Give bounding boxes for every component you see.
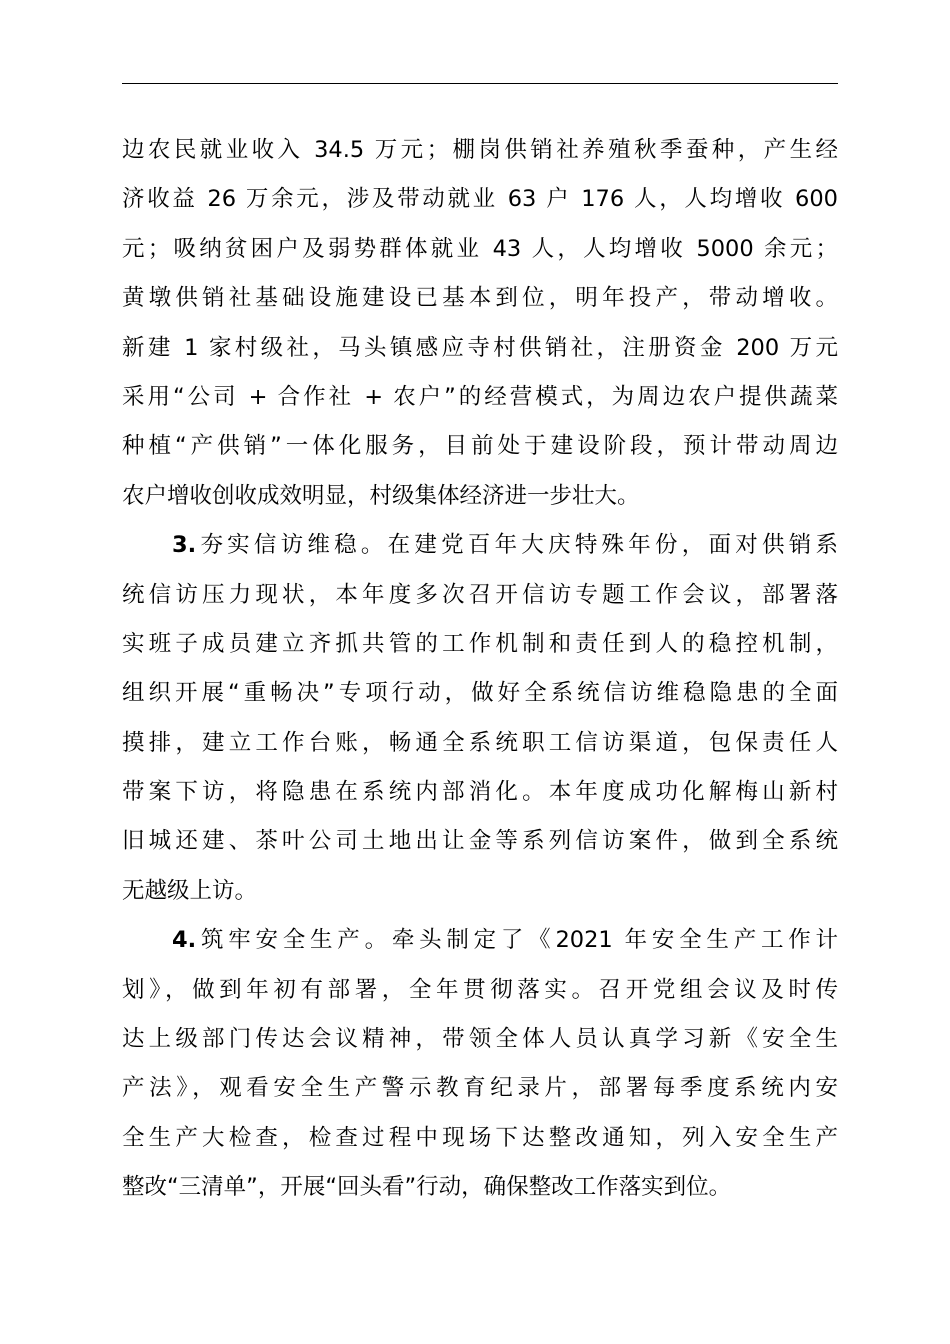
text-line: 带案下访，将隐患在系统内部消化。本年度成功化解梅山新村 [122,779,838,806]
text-line: 黄墩供销社基础设施建设已基本到位，明年投产，带动增收。 [122,285,838,312]
text-line: 划》，做到年初有部署，全年贯彻落实。召开党组会议及时传 [122,976,838,1003]
text-line: 实班子成员建立齐抓共管的工作机制和责任到人的稳控机制， [122,630,838,657]
section-3-number: 3. [172,532,197,559]
header-rule [122,83,838,84]
text-line: 产法》，观看安全生产警示教育纪录片，部署每季度系统内安 [122,1075,838,1102]
section-4-heading-line [122,916,838,965]
text-line: 新建 1 家村级社，马头镇感应寺村供销社，注册资金 200 万元 [122,334,838,361]
text-line: 摸排，建立工作台账，畅通全系统职工信访渠道，包保责任人 [122,729,838,756]
text-line: 统信访压力现状，本年度多次召开信访专题工作会议，部署落 [122,581,838,608]
text-line: 组织开展“重畅决”专项行动，做好全系统信访维稳隐患的全面 [122,680,838,707]
text-line: 济收益 26 万余元，涉及带动就业 63 户 176 人，人均增收 600 [122,186,838,213]
body-text [122,126,838,1213]
text-line: 全生产大检查，检查过程中现场下达整改通知，列入安全生产 [122,1124,838,1151]
text-line: 达上级部门传达会议精神，带领全体人员认真学习新《安全生 [122,1026,838,1053]
text-line: 元；吸纳贫困户及弱势群体就业 43 人，人均增收 5000 余元； [122,235,838,262]
section-3-heading-line [122,521,838,570]
text-line: 种植“产供销”一体化服务，目前处于建设阶段，预计带动周边 [122,433,838,460]
text-line: 边农民就业收入 34.5 万元；棚岗供销社养殖秋季蚕种，产生经 [122,137,838,163]
text-line: 整改“三清单”，开展“回头看”行动，确保整改工作落实到位。 [122,1174,732,1201]
section-4-number: 4. [172,927,197,954]
text-line: 旧城还建、茶叶公司土地出让金等系列信访案件，做到全系统 [122,828,838,855]
section-4-first-line: 筑牢安全生产。牵头制定了《2021 年安全生产工作计 [196,927,838,954]
text-line: 采用“公司 + 合作社 + 农户”的经营模式，为周边农户提供蔬菜 [122,383,838,410]
text-line: 无越级上访。 [122,877,258,904]
text-line: 农户增收创收成效明显，村级集体经济进一步壮大。 [122,482,640,509]
section-3-first-line: 夯实信访维稳。在建党百年大庆特殊年份，面对供销系 [196,532,838,559]
